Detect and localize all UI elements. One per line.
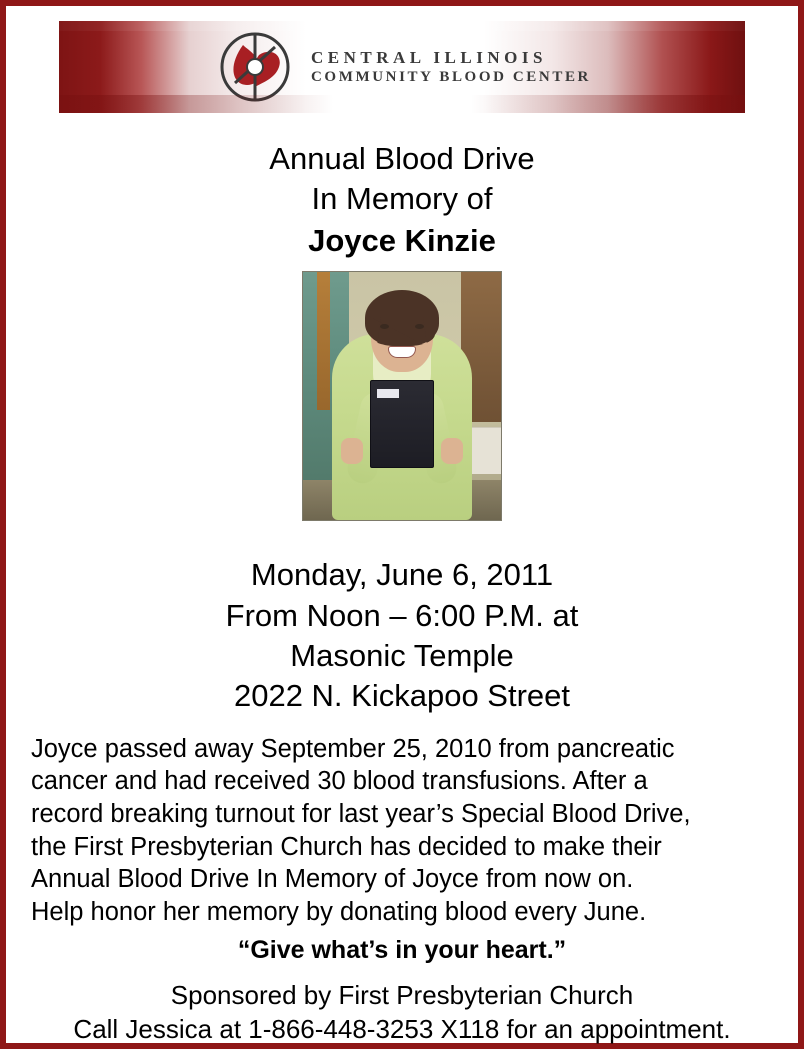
event-venue: Masonic Temple [290, 638, 514, 674]
honoree-photo [302, 271, 502, 521]
photo-wall-strip [317, 272, 330, 410]
header-banner [59, 21, 745, 113]
org-name-line1: CENTRAL ILLINOIS [311, 48, 547, 67]
title-line-2: In Memory of [311, 181, 493, 217]
event-time: From Noon – 6:00 P.M. at [225, 597, 579, 633]
flyer-inner-border [6, 6, 798, 1043]
contact-line: Call Jessica at 1-866-448-3253 X118 for an appointment. [73, 1013, 731, 1044]
body-line: Help honor her memory by donating blood every June. [31, 897, 647, 926]
event-address: 2022 N. Kickapoo Street [233, 678, 571, 714]
banner-content [59, 21, 745, 113]
title-block [9, 139, 795, 261]
sponsor-line: Sponsored by First Presbyterian Church [170, 979, 634, 1010]
body-paragraph [31, 733, 773, 967]
photo-person-hand-left [341, 438, 363, 464]
photo-person-hand-right [441, 438, 463, 464]
tagline-quote: “Give what’s in your heart.” [237, 936, 567, 965]
photo-person-mouth [388, 346, 416, 358]
body-line: Joyce passed away September 25, 2010 from pancreatic [31, 734, 675, 763]
footer-block [9, 979, 795, 1047]
org-name [311, 47, 591, 87]
event-date: Monday, June 6, 2011 [250, 557, 554, 593]
honoree-name: Joyce Kinzie [308, 222, 496, 258]
body-line: cancer and had received 30 blood transfusions. After a [31, 767, 648, 796]
photo-binder [370, 380, 434, 468]
body-line: the First Presbyterian Church has decided to make their [31, 832, 662, 861]
photo-person-eyes [380, 324, 424, 329]
body-line: Annual Blood Drive In Memory of Joyce from now on. [31, 865, 634, 894]
blood-drop-heart-logo-icon [213, 25, 297, 109]
org-name-line2: COMMUNITY BLOOD CENTER [311, 69, 591, 86]
body-line: record breaking turnout for last year’s Special Blood Drive, [31, 799, 691, 828]
photo-person-hair [365, 290, 439, 346]
title-line-1: Annual Blood Drive [269, 141, 535, 176]
event-details [9, 555, 795, 716]
photo-binder-label [377, 389, 399, 398]
